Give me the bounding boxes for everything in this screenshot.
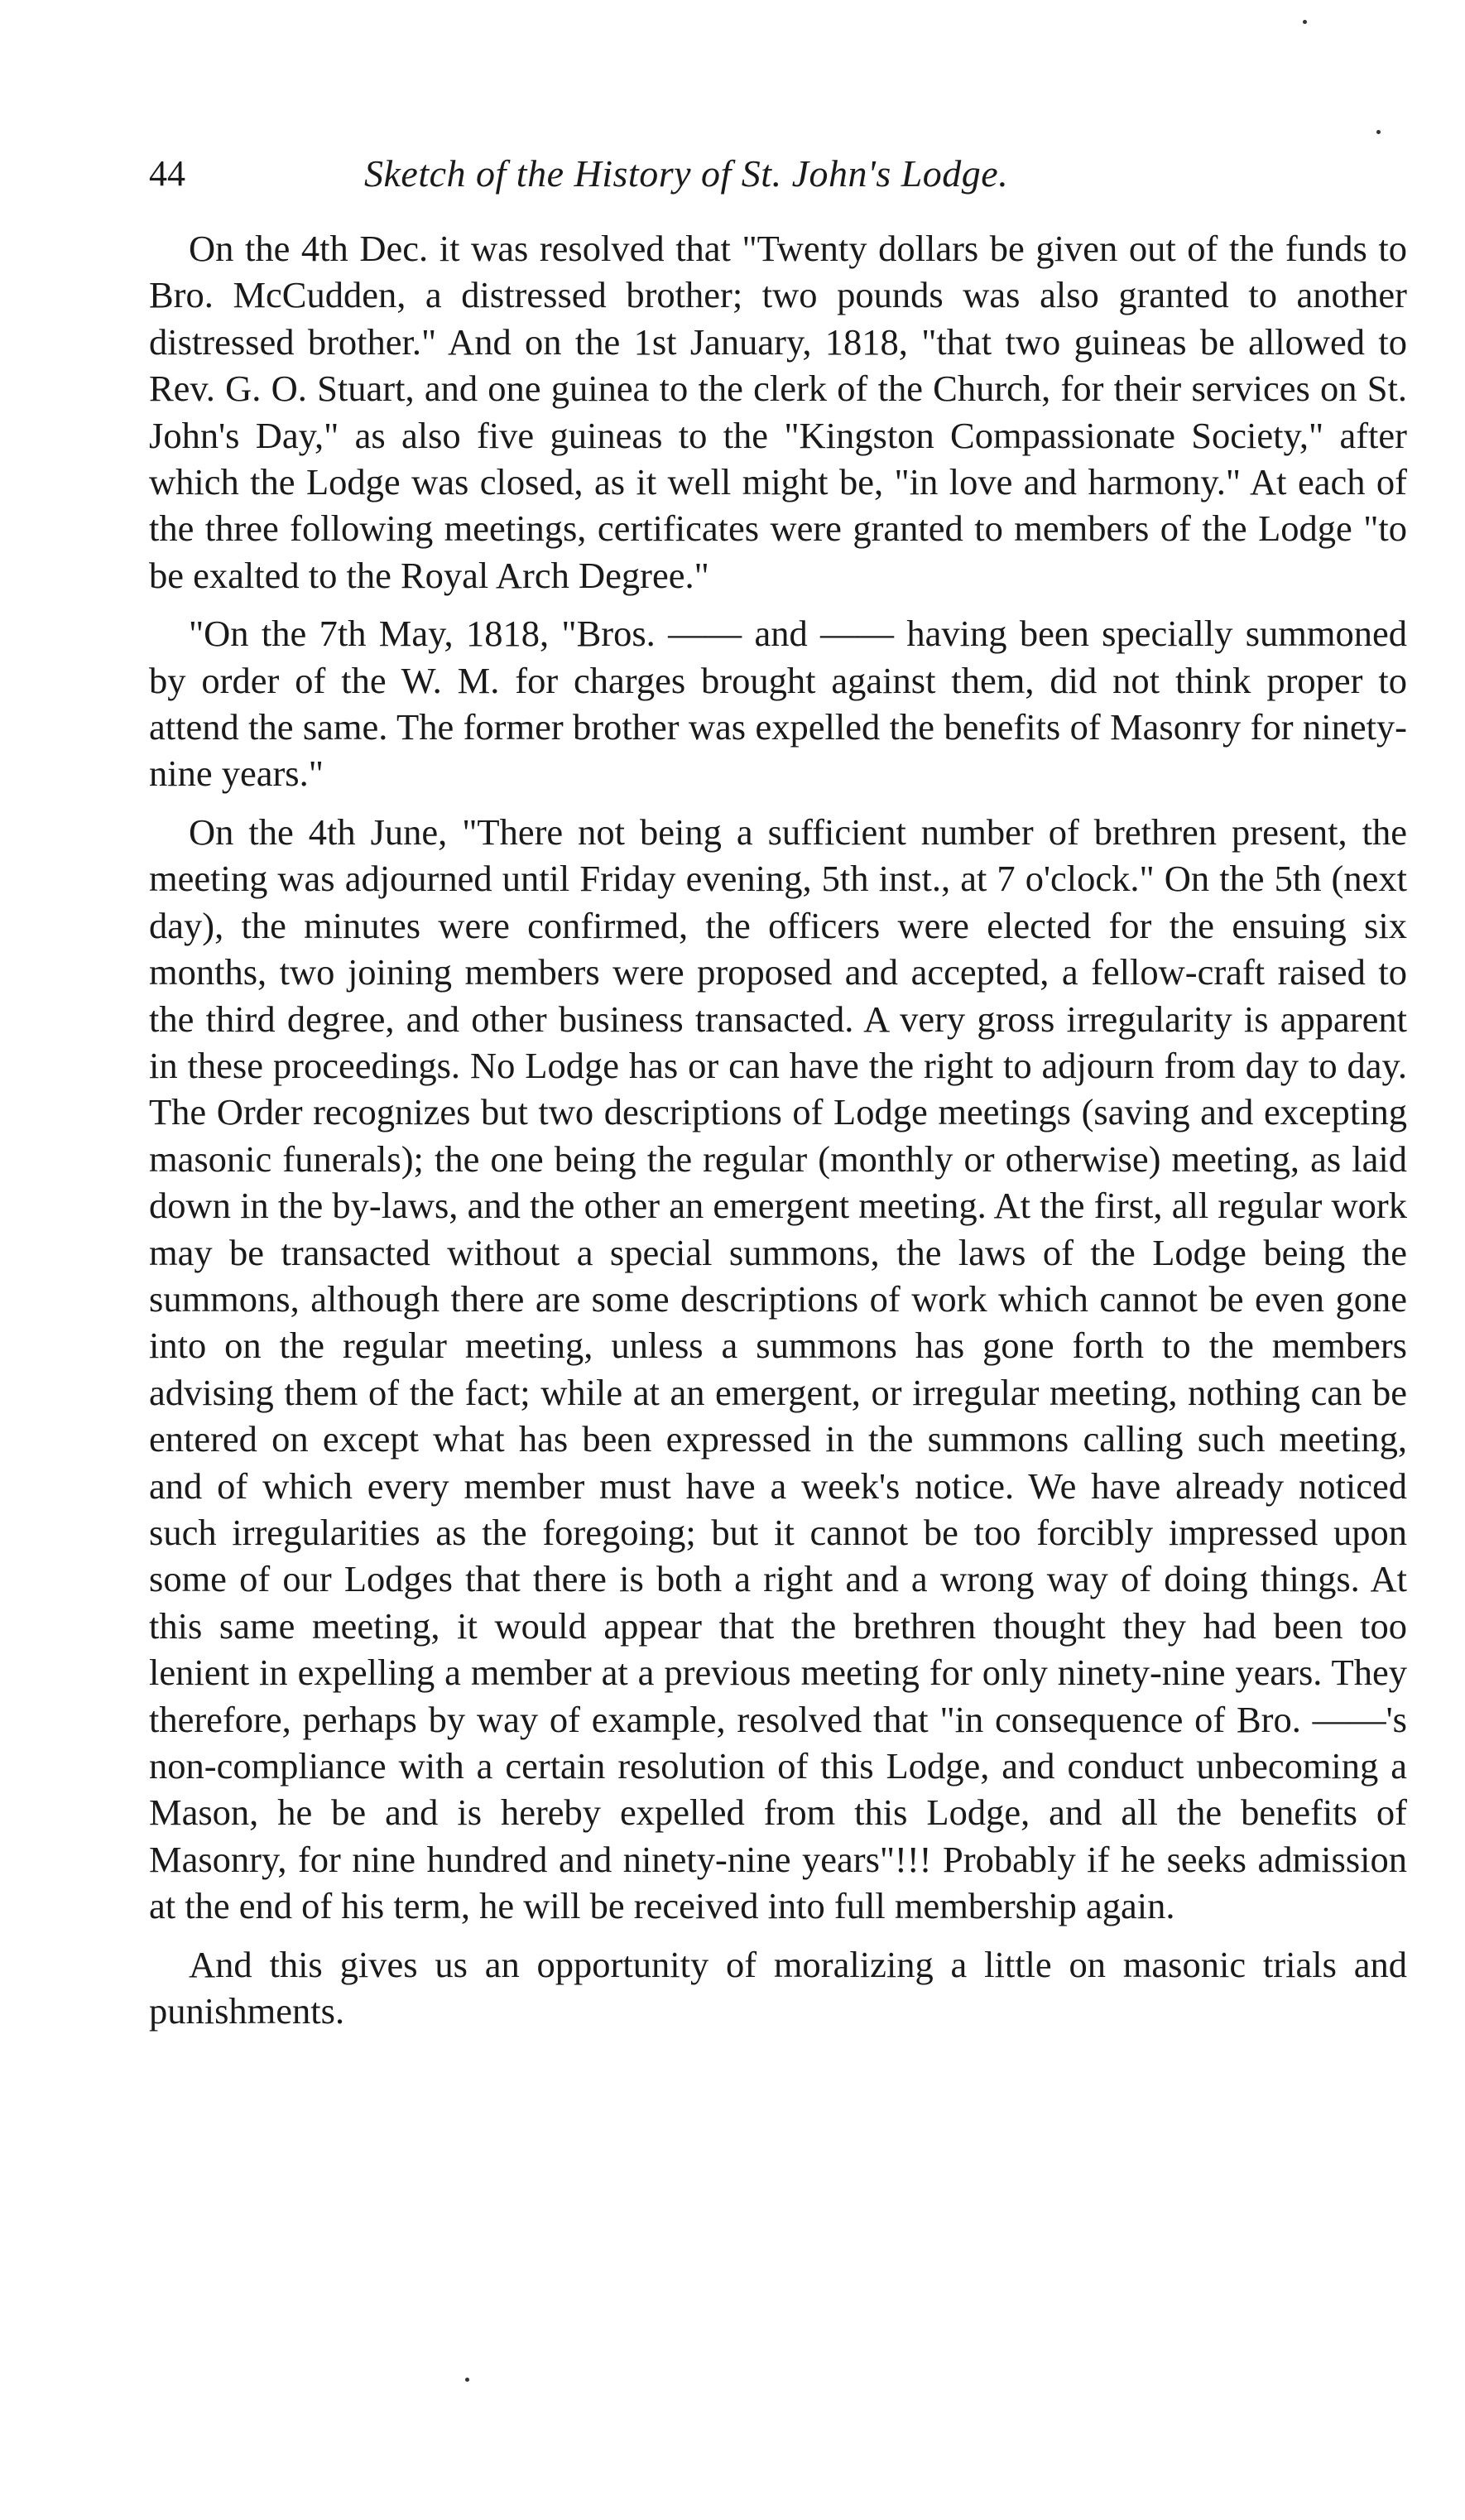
paragraph: On the 4th June, "There not being a sufficient number of brethren present, the meeting was adjourned until Friday evening, 5th inst., at 7 o'clock." On the 5th (next day), the minutes were confirmed, the officers were elected for the ensuing six months, two joining members were proposed and accepted, a fellow-craft raised to the third degree, and other business transacted. A very gross irregularity is apparent in these proceedings. No Lodge has or can have the right to adjourn from day to day. The Order recognizes but two descriptions of Lodge meetings (saving and excepting masonic funerals); the one being the regular (monthly or otherwise) meeting, as laid down in the by-laws, and the other an emergent meeting. At the first, all regular work may be transacted without a special summons, the laws of the Lodge being the summons, although there are some descriptions of work which cannot be even gone into on the regular meeting, unless a summons has gone forth to the members advising them of the fact; while at an emergent, or irregular meeting, nothing can be entered on except what has been expressed in the summons calling such meeting, and of which every member must have a week's notice. We have already noticed such irregularities as the foregoing; but it cannot be too forcibly impressed upon some of our Lodges that there is both a right and a wrong way of doing things. At this same meeting, it would appear that the brethren thought they had been too lenient in expelling a member at a previous meeting for only ninety-nine years. They therefore, perhaps by way of example, resolved that "in consequence of Bro. ——'s non-compliance with a certain resolution of this Lodge, and conduct unbecoming a Mason, he be and is hereby expelled from this Lodge, and all the benefits of Masonry, for nine hundred and ninety-nine years"!!! Probably if he seeks admission at the end of his term, he will be received into full membership again. — [149, 810, 1407, 1927]
body-text — [149, 225, 1407, 2046]
stray-mark-right — [1376, 130, 1381, 134]
page-number: 44 — [149, 153, 185, 194]
running-header — [149, 149, 1407, 207]
stray-mark-top-right — [1303, 20, 1307, 24]
paragraph: And this gives us an opportunity of moralizing a little on masonic trials and punishments. — [149, 1943, 1407, 2032]
paragraph: "On the 7th May, 1818, "Bros. —— and —— having been specially summoned by order of the W. M. for charges brought against them, did not think proper to attend the same. The former brother was expelled the benefits of Masonry for ninety-nine years." — [149, 613, 1407, 795]
stray-mark-bottom — [465, 2378, 469, 2382]
paragraph: On the 4th Dec. it was resolved that "Twenty dollars be given out of the funds to Bro. McCudden, a distressed brother; two pounds was also granted to another distressed brother." And on the 1st January, 1818, "that two guineas be allowed to Rev. G. O. Stuart, and one guinea to the clerk of the Church, for their services on St. John's Day," as also five guineas to the "Kingston Compassionate Society," after which the Lodge was closed, as it well might be, "in love and harmony." At each of the three following meetings, certificates were granted to members of the Lodge "to be exalted to the Royal Arch Degree." — [149, 228, 1407, 596]
running-title: Sketch of the History of St. John's Lodge. — [364, 152, 1009, 195]
